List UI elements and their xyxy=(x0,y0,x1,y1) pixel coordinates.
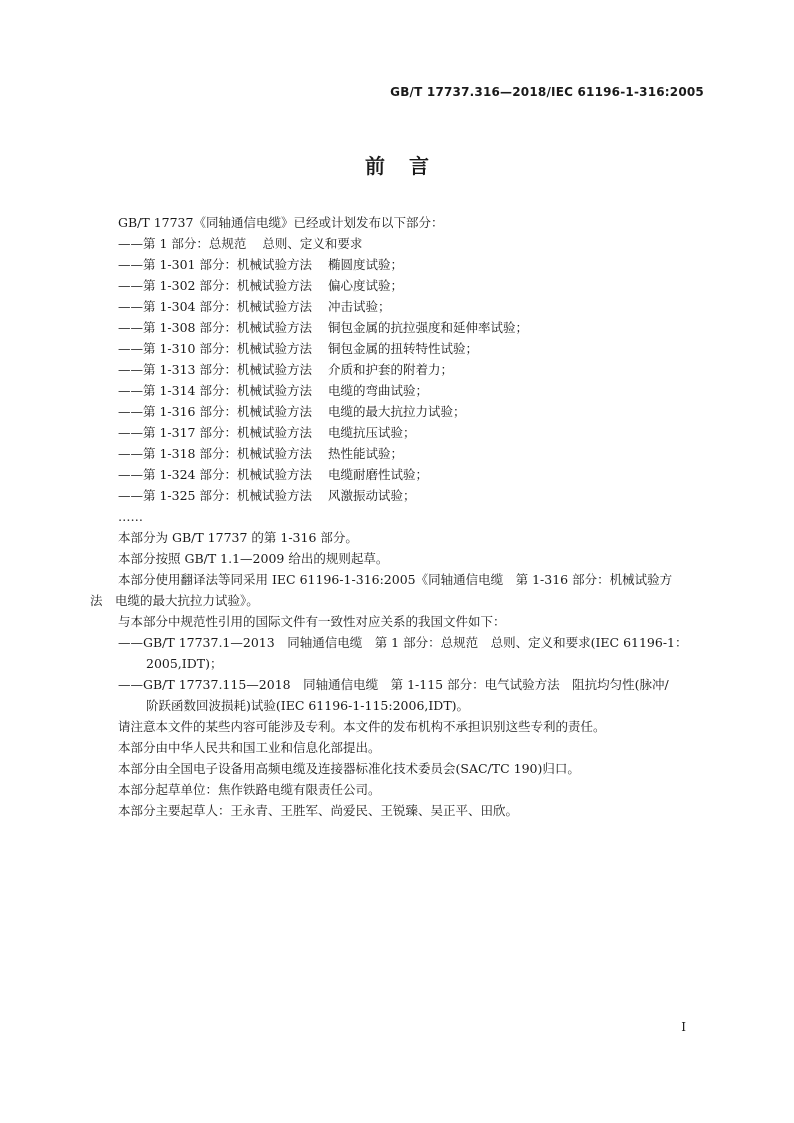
part-title: 总则、定义和要求 xyxy=(262,236,363,251)
part-number: ——第 1-324 部分：机械试验方法 xyxy=(118,467,312,482)
part-title: 铜包金属的抗拉强度和延伸率试验； xyxy=(327,320,528,335)
part-number: ——第 1-302 部分：机械试验方法 xyxy=(118,278,312,293)
part-title: 椭圆度试验； xyxy=(327,257,403,272)
list-item xyxy=(90,359,704,380)
part-title: 偏心度试验； xyxy=(327,278,403,293)
part-title: 电缆的弯曲试验； xyxy=(327,383,428,398)
part-number: ——第 1-304 部分：机械试验方法 xyxy=(118,299,312,314)
part-title: 介质和护套的附着力； xyxy=(327,362,453,377)
part-number: ——第 1-325 部分：机械试验方法 xyxy=(118,488,312,503)
list-item xyxy=(90,485,704,506)
list-item xyxy=(90,380,704,401)
list-item xyxy=(90,254,704,275)
reference-item: ——GB/T 17737.1—2013 同轴通信电缆 第 1 部分：总规范 总则、定义和要求(IEC 61196-1： xyxy=(118,635,688,650)
part-title: 风激振动试验； xyxy=(327,488,416,503)
reference-item-continued: 阶跃函数回波损耗)试验(IEC 61196-1-115:2006,IDT)。 xyxy=(146,698,470,713)
paragraph-adoption-continued: 法 电缆的最大抗拉力试验》。 xyxy=(90,593,259,608)
paragraph-patent-notice: 请注意本文件的某些内容可能涉及专利。本文件的发布机构不承担识别这些专利的责任。 xyxy=(118,719,606,734)
parts-list xyxy=(90,233,704,527)
part-number: ——第 1-310 部分：机械试验方法 xyxy=(118,341,312,356)
list-item xyxy=(90,422,704,443)
list-item xyxy=(90,401,704,422)
reference-item-continued: 2005,IDT)； xyxy=(146,656,223,671)
part-title: 冲击试验； xyxy=(327,299,391,314)
reference-item: ——GB/T 17737.115—2018 同轴通信电缆 第 1-115 部分：电气试验方法 阻抗均匀性(脉冲/ xyxy=(118,677,669,692)
part-title: 电缆耐磨性试验； xyxy=(327,467,428,482)
part-number: ——第 1-318 部分：机械试验方法 xyxy=(118,446,312,461)
paragraph-adoption: 本部分使用翻译法等同采用 IEC 61196-1-316:2005《同轴通信电缆 第 1-316 部分：机械试验方 xyxy=(118,572,673,587)
paragraph-committee: 本部分由全国电子设备用高频电缆及连接器标准化技术委员会(SAC/TC 190)归口。 xyxy=(118,761,580,776)
part-number: ——第 1-314 部分：机械试验方法 xyxy=(118,383,312,398)
part-number: ——第 1-308 部分：机械试验方法 xyxy=(118,320,312,335)
part-number: ——第 1-301 部分：机械试验方法 xyxy=(118,257,312,272)
list-ellipsis: …… xyxy=(118,509,143,524)
list-item xyxy=(90,233,704,254)
part-number: ——第 1-316 部分：机械试验方法 xyxy=(118,404,312,419)
part-title: 电缆抗压试验； xyxy=(327,425,416,440)
document-body xyxy=(90,212,704,821)
standard-id-header: GB/T 17737.316—2018/IEC 61196-1-316:2005 xyxy=(390,85,704,99)
part-number: ——第 1-313 部分：机械试验方法 xyxy=(118,362,312,377)
paragraph-proposer: 本部分由中华人民共和国工业和信息化部提出。 xyxy=(118,740,381,755)
list-item xyxy=(90,443,704,464)
list-item xyxy=(90,338,704,359)
list-item xyxy=(90,296,704,317)
page-title: 前言 xyxy=(365,154,453,178)
part-number: ——第 1 部分：总规范 xyxy=(118,236,247,251)
part-title: 热性能试验； xyxy=(327,446,403,461)
part-title: 电缆的最大抗拉力试验； xyxy=(327,404,466,419)
paragraph-drafters: 本部分主要起草人：王永青、王胜军、尚爱民、王锐臻、吴正平、田欣。 xyxy=(118,803,519,818)
list-item xyxy=(90,275,704,296)
list-item xyxy=(90,317,704,338)
list-item xyxy=(90,464,704,485)
paragraph-drafting-rules: 本部分按照 GB/T 1.1—2009 给出的规则起草。 xyxy=(118,551,389,566)
part-number: ——第 1-317 部分：机械试验方法 xyxy=(118,425,312,440)
paragraph-drafting-unit: 本部分起草单位：焦作铁路电缆有限责任公司。 xyxy=(118,782,381,797)
page-number: I xyxy=(681,1020,686,1034)
paragraph-part-number: 本部分为 GB/T 17737 的第 1-316 部分。 xyxy=(118,530,358,545)
paragraph-normative-refs: 与本部分中规范性引用的国际文件有一致性对应关系的我国文件如下： xyxy=(118,614,506,629)
part-title: 铜包金属的扭转特性试验； xyxy=(327,341,478,356)
intro-paragraph: GB/T 17737《同轴通信电缆》已经或计划发布以下部分： xyxy=(118,215,444,230)
